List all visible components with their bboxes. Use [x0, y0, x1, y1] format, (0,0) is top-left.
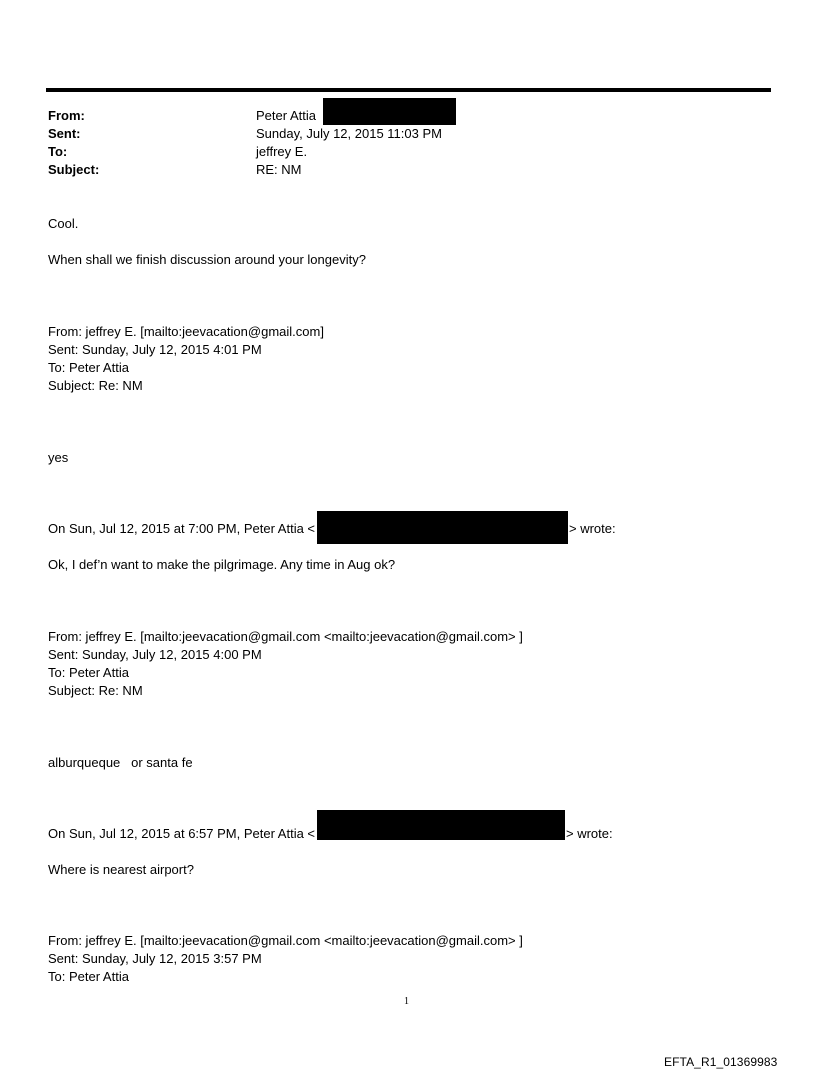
from-label: From:	[48, 108, 85, 123]
quoted-from: From: jeffrey E. [mailto:jeevacation@gmail.com <mailto:jeevacation@gmail.com> ]	[48, 629, 523, 644]
subject-label: Subject:	[48, 162, 100, 177]
quoted-to: To: Peter Attia	[48, 969, 129, 984]
body-line: Ok, I def’n want to make the pilgrimage. Any time in Aug ok?	[48, 557, 396, 572]
attribution-suffix: > wrote:	[569, 521, 616, 536]
redaction-box	[323, 98, 456, 125]
quoted-from: From: jeffrey E. [mailto:jeevacation@gmail.com <mailto:jeevacation@gmail.com> ]	[48, 933, 523, 948]
sent-label: Sent:	[48, 126, 81, 141]
header-rule	[46, 88, 771, 92]
quoted-to: To: Peter Attia	[48, 360, 129, 375]
to-value: jeffrey E.	[256, 144, 308, 159]
quote-attribution	[48, 520, 315, 538]
quoted-subject: Subject: Re: NM	[48, 683, 143, 698]
sent-value: Sunday, July 12, 2015 11:03 PM	[256, 126, 442, 141]
body-line: When shall we finish discussion around your longevity?	[48, 252, 366, 267]
body-line: alburqueque or santa fe	[48, 755, 193, 770]
bates-number: EFTA_R1_01369983	[664, 1055, 778, 1069]
quoted-sent: Sent: Sunday, July 12, 2015 3:57 PM	[48, 951, 262, 966]
from-value: Peter Attia	[256, 108, 316, 123]
attribution-prefix: On Sun, Jul 12, 2015 at 6:57 PM, Peter Attia <	[48, 826, 316, 841]
quote-attribution	[48, 825, 315, 843]
quoted-to: To: Peter Attia	[48, 665, 129, 680]
subject-value: RE: NM	[256, 162, 302, 177]
page-number: 1	[404, 996, 409, 1007]
to-label: To:	[48, 144, 68, 159]
quoted-sent: Sent: Sunday, July 12, 2015 4:00 PM	[48, 647, 262, 662]
redaction-box	[317, 810, 565, 840]
body-line: Where is nearest airport?	[48, 862, 194, 877]
attribution-suffix: > wrote:	[566, 826, 613, 841]
redaction-box	[317, 511, 568, 544]
quoted-sent: Sent: Sunday, July 12, 2015 4:01 PM	[48, 342, 262, 357]
attribution-prefix: On Sun, Jul 12, 2015 at 7:00 PM, Peter Attia <	[48, 521, 316, 536]
quoted-from: From: jeffrey E. [mailto:jeevacation@gmail.com]	[48, 324, 324, 339]
body-line: yes	[48, 450, 69, 465]
body-line: Cool.	[48, 216, 79, 231]
quoted-subject: Subject: Re: NM	[48, 378, 143, 393]
